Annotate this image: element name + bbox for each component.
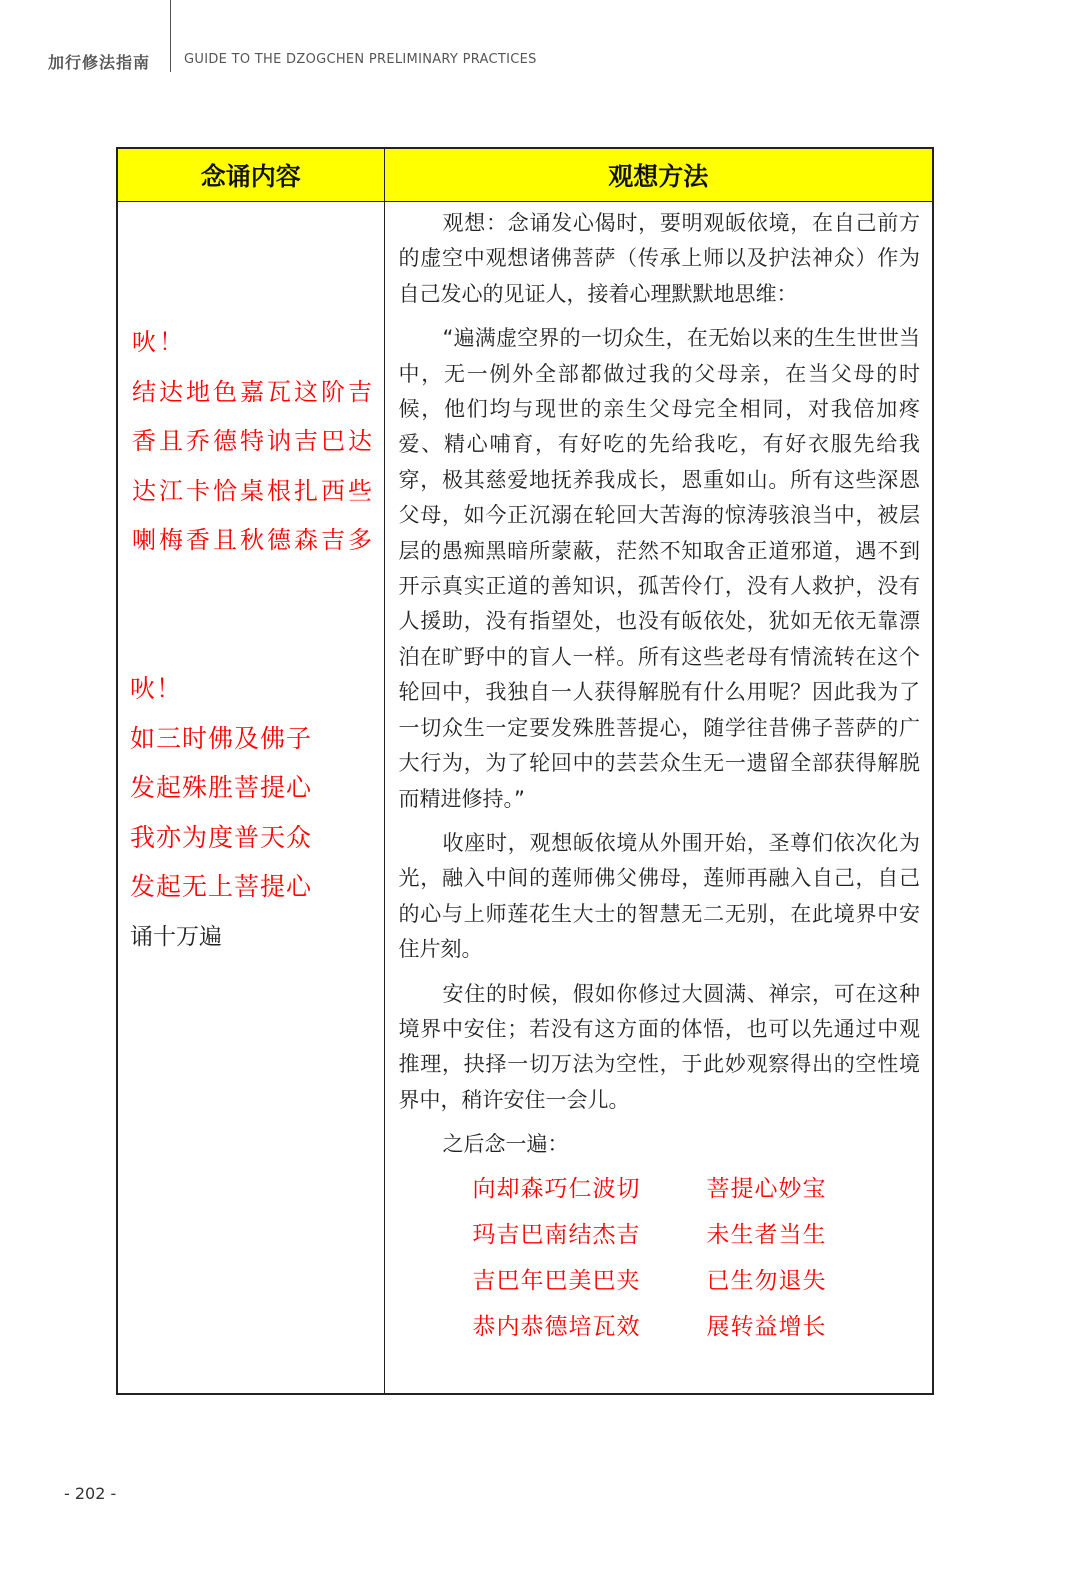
recite-once-paragraph: 之后念一遍： <box>442 1132 569 1157</box>
closing-paragraph: 收座时，观想皈依境从外围开始，圣尊们依次化为光，融入中间的莲师佛父佛母，莲师再融入自己，自己的心与上师莲花生大士的智慧无二无别，在此境界中安住片刻。 <box>398 830 920 962</box>
verse-line <box>473 1166 973 1212</box>
running-header <box>48 0 1048 80</box>
final-verse <box>473 1166 973 1350</box>
mantra-line: 发起殊胜菩提心 <box>130 773 313 802</box>
verse-tibetan: 玛吉巴南结杰吉 <box>472 1221 641 1248</box>
mantra-line: 发起无上菩提心 <box>130 872 313 901</box>
mantra-line: 达江卡恰桌根扎西些 <box>132 476 375 505</box>
mantra-tibetan <box>132 318 375 566</box>
mantra-line: 我亦为度普天众 <box>130 822 313 852</box>
visualization-paragraph: 观想：念诵发心偈时，要明观皈依境，在自己前方的虚空中观想诸佛菩萨（传承上师以及护法神众）作为自己发心的见证人，接着心理默默地思维： <box>398 211 920 306</box>
verse-tibetan: 向却森巧仁波切 <box>472 1175 641 1202</box>
mantra-line: 结达地色嘉瓦这阶吉 <box>132 377 375 406</box>
header-divider <box>170 0 171 72</box>
verse-chinese: 展转益增长 <box>706 1313 827 1340</box>
column-header-visualization: 观想方法 <box>384 148 933 202</box>
mantra-chinese <box>130 664 312 962</box>
header-title-cn: 加行修法指南 <box>48 53 151 72</box>
practice-table <box>116 147 934 1395</box>
mantra-line: 如三时佛及佛子 <box>130 723 313 753</box>
mantra-line: 香且乔德特讷吉巴达 <box>132 427 375 455</box>
verse-tibetan: 吉巴年巴美巴夹 <box>472 1267 641 1294</box>
mantra-line: 吙！ <box>132 328 186 356</box>
verse-tibetan: 恭内恭德培瓦效 <box>472 1313 641 1340</box>
verse-line <box>473 1212 973 1258</box>
column-header-recitation: 念诵内容 <box>117 148 384 202</box>
mantra-line: 吙！ <box>130 674 183 703</box>
page-number: - 202 - <box>64 1484 117 1503</box>
verse-chinese: 已生勿退失 <box>706 1267 827 1294</box>
verse-line <box>473 1304 973 1350</box>
header-title-en: GUIDE TO THE DZOGCHEN PRELIMINARY PRACTICES <box>184 52 537 67</box>
recitation-cell <box>117 202 384 1395</box>
contemplation-paragraph: “遍满虚空界的一切众生，在无始以来的生生世世当中，无一例外全部都做过我的父母亲，在当父母的时候，他们均与现世的亲生父母完全相同，对我倍加疼爱、精心哺育，有好吃的先给我吃，有好衣服先给我穿，极其慈爱地抚养我成长，恩重如山。所有这些深恩父母，如今正沉溺在轮回大苦海的惊涛骇浪当中，被层层的愚痴黑暗所蒙蔽，茫然不知取舍正道邪道，遇不到开示真实正道的善知识，孤苦伶仃，没有人救护，没有人援助，没有指望处，也没有皈依处，犹如无依无靠漂泊在旷野中的盲人一样。所有这些老母有情流转在这个轮回中，我独自一人获得解脱有什么用呢？因此我为了一切众生一定要发殊胜菩提心，随学往昔佛子菩萨的广大行为，为了轮回中的芸芸众生无一遗留全部获得解脱而精进修持。” <box>398 326 920 811</box>
verse-chinese: 未生者当生 <box>706 1221 827 1248</box>
mantra-line: 喇梅香且秋德森吉多 <box>132 526 375 554</box>
verse-chinese: 菩提心妙宝 <box>706 1175 827 1202</box>
recite-count: 诵十万遍 <box>130 923 222 950</box>
table-header-row <box>117 148 933 202</box>
resting-paragraph: 安住的时候，假如你修过大圆满、禅宗，可在这种境界中安住；若没有这方面的体悟，也可以先通过中观推理，抉择一切万法为空性，于此妙观察得出的空性境界中，稍许安住一会儿。 <box>398 981 920 1112</box>
verse-line <box>473 1258 973 1304</box>
table-body-row <box>117 202 933 1395</box>
visualization-cell <box>384 202 933 1395</box>
